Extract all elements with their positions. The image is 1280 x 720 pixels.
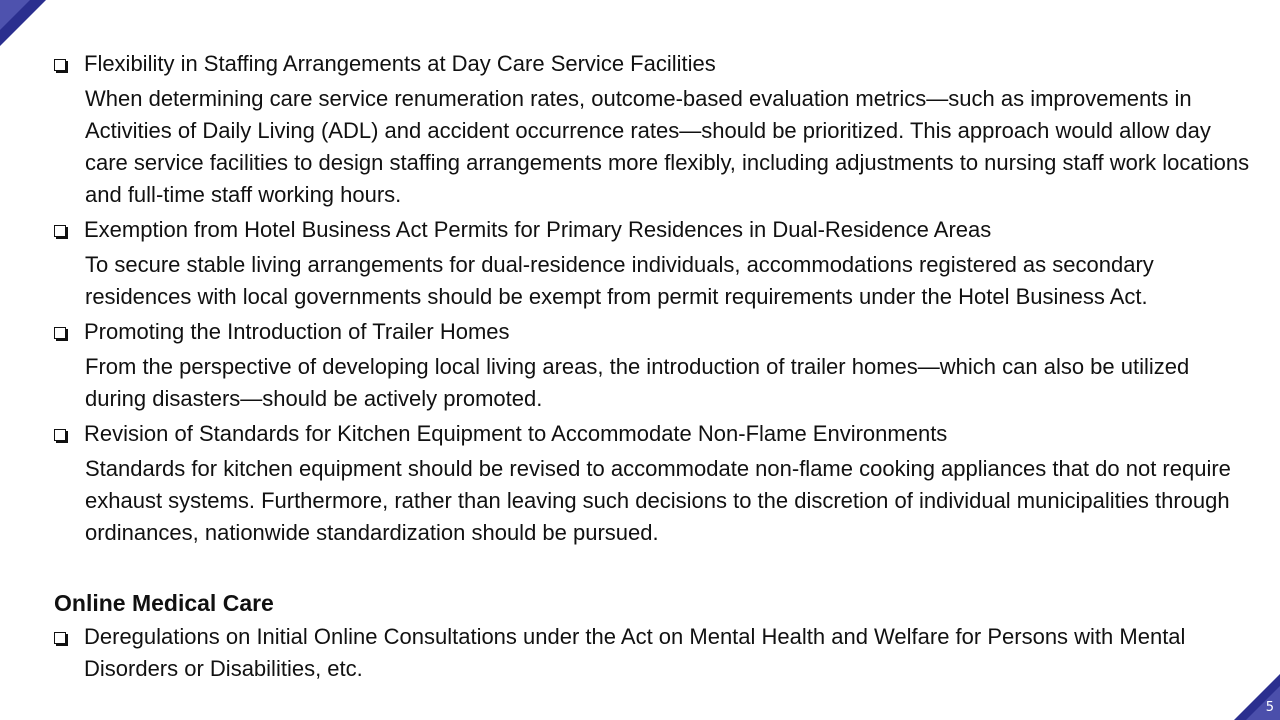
bullet-title: Flexibility in Staffing Arrangements at Day Care Service Facilities <box>84 51 716 76</box>
checkbox-square-icon <box>54 225 66 237</box>
bullet-item-trailer-homes <box>54 316 1254 415</box>
bullet-body: To secure stable living arrangements for dual-residence individuals, accommodations registered as secondary residences with local governments should be exempt from permit requirements under the Hotel Business Act. <box>85 252 1154 309</box>
bullet-title: Revision of Standards for Kitchen Equipment to Accommodate Non-Flame Environments <box>84 421 948 446</box>
checkbox-square-icon <box>54 632 66 644</box>
bullet-title: Promoting the Introduction of Trailer Homes <box>84 319 510 344</box>
bullet-title: Deregulations on Initial Online Consultations under the Act on Mental Health and Welfare for Persons with Mental Disorders or Disabilities, etc. <box>84 624 1186 681</box>
corner-decoration-bottom-right-accent <box>1246 686 1280 720</box>
slide-content <box>54 48 1254 685</box>
bullet-item-hotel-act <box>54 214 1254 313</box>
bullet-body: When determining care service renumeration rates, outcome-based evaluation metrics—such as improvements in Activities of Daily Living (ADL) and accident occurrence rates—should be prioritized. This approach would allow day care service facilities to design staffing arrangements more flexibly, including adjustments to nursing staff work locations and full-time staff working hours. <box>85 86 1250 207</box>
checkbox-square-icon <box>54 59 66 71</box>
bullet-item-online-consultations <box>54 621 1254 685</box>
checkbox-square-icon <box>54 429 66 441</box>
corner-decoration-top-left-accent <box>0 0 30 30</box>
section-heading: Online Medical Care <box>54 590 274 616</box>
bullet-body: Standards for kitchen equipment should be revised to accommodate non-flame cooking appliances that do not require exhaust systems. Furthermore, rather than leaving such decisions to the discretion of individual municipalities through ordinances, nationwide standardization should be pursued. <box>85 456 1231 545</box>
checkbox-square-icon <box>54 327 66 339</box>
bullet-body: From the perspective of developing local living areas, the introduction of trailer homes—which can also be utilized during disasters—should be actively promoted. <box>85 354 1190 411</box>
page-number: 5 <box>1265 700 1274 715</box>
bullet-title: Exemption from Hotel Business Act Permits for Primary Residences in Dual-Residence Areas <box>84 217 992 242</box>
bullet-item-staffing <box>54 48 1254 211</box>
bullet-item-kitchen-standards <box>54 418 1254 549</box>
